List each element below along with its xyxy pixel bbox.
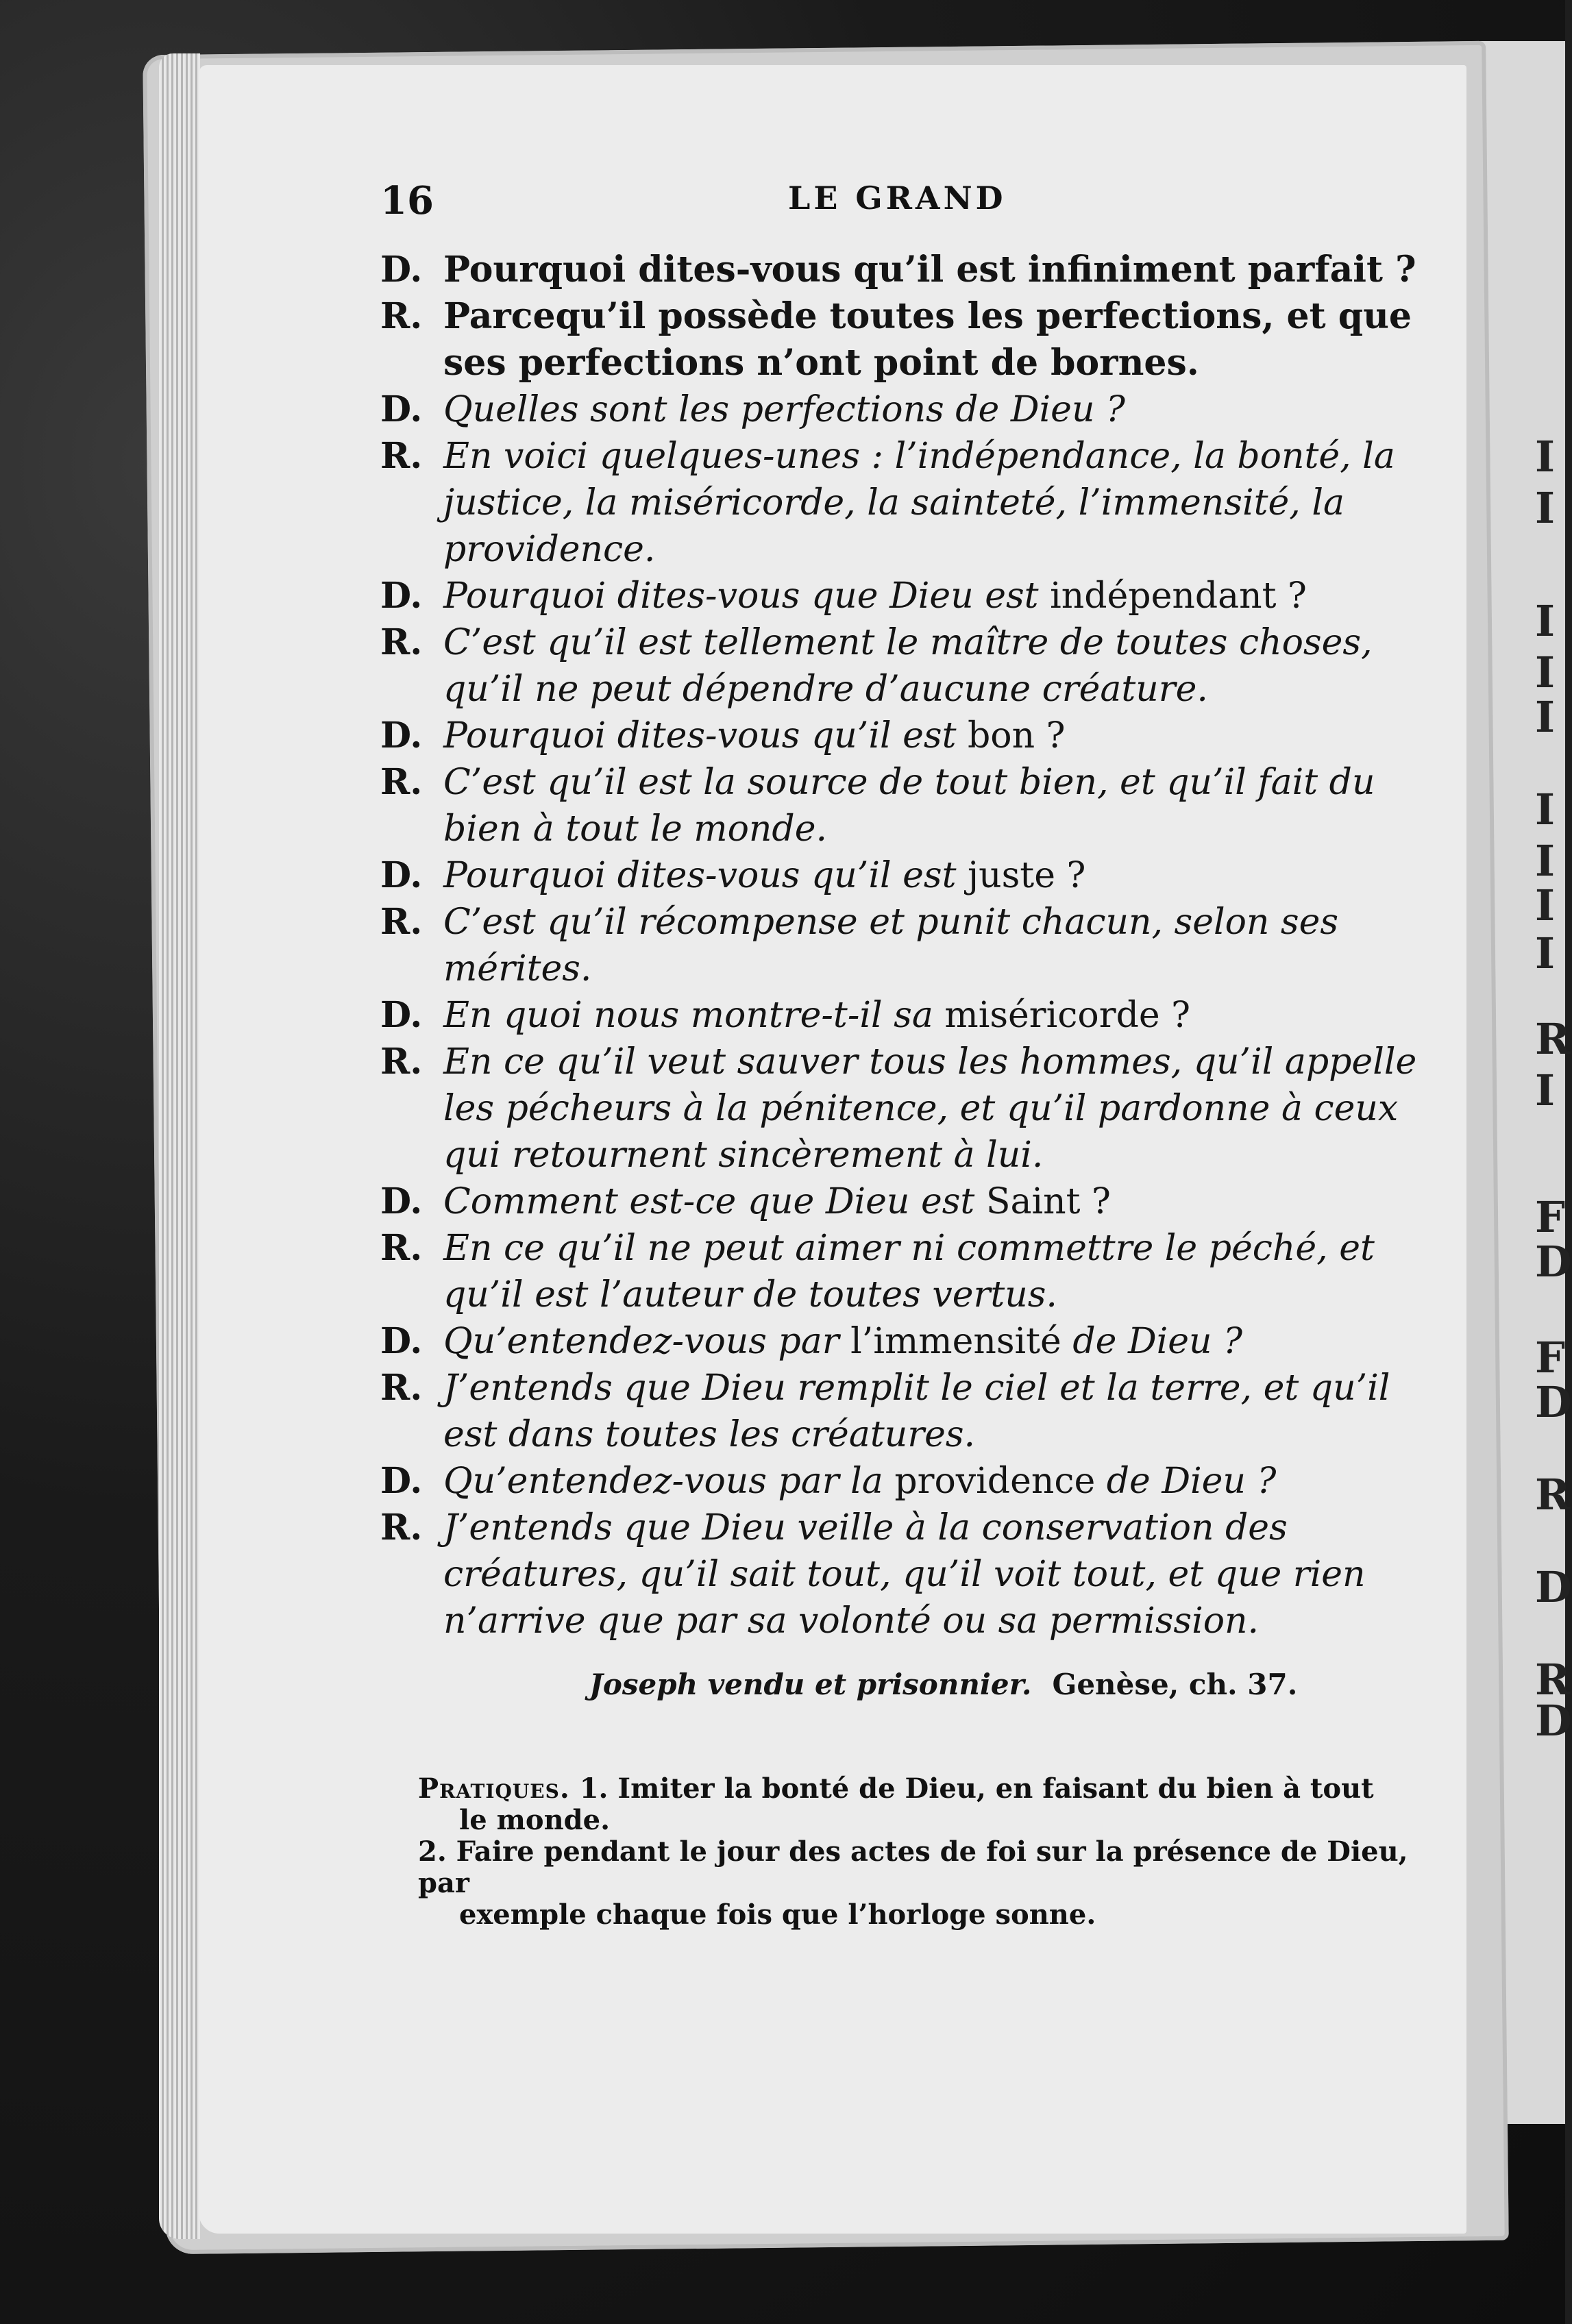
question [380,1458,1422,1505]
question-text [443,992,1422,1039]
next-page-letter: I [1535,880,1556,930]
answer-text: En voici quelques-unes : l’indépendance, la bonté, la justice, la miséricorde, la sainteté, l’immensité, la providence. [443,436,1395,570]
practice-item-2: 2. Faire pendant le jour des actes de foi sur la présence de Dieu, par [418,1835,1408,1899]
next-page-letter: F [1535,1192,1566,1242]
question-italic: Pourquoi dites-vous qu’il est [443,855,968,896]
question-mark-d: D. [380,1460,423,1502]
practice-item-2-cont: exemple chaque fois que l’horloge sonne. [459,1899,1096,1931]
next-page-letter: I [1535,928,1556,978]
story-reference [589,1668,1297,1701]
question [380,1178,1422,1225]
answer-mark-r: R. [380,435,423,477]
question [380,852,1422,899]
answer-text: C’est qu’il est tellement le maître de toutes choses, qu’il ne peut dépendre d’aucune créature. [443,622,1373,710]
answer-mark-r: R. [380,621,423,663]
answer [380,1039,1422,1178]
next-page-letter: I [1535,692,1556,742]
question-mark-d: D. [380,1320,423,1362]
answer [380,293,1422,386]
question-text [443,1318,1422,1365]
question [380,1318,1422,1365]
next-page-letter: D [1535,1237,1572,1287]
answer [380,1365,1422,1458]
question-italic-end: de Dieu ? [1061,1321,1242,1362]
bible-reference: Genèse, ch. 37. [1052,1668,1298,1701]
question-text: Pourquoi dites-vous qu’il est infiniment parfait ? [443,249,1416,290]
question-italic: Qu’entendez-vous par la [443,1461,895,1502]
answer [380,619,1422,713]
question-mark-d: D. [380,715,423,756]
answer-mark-r: R. [380,761,423,803]
next-page-letter: D [1535,1377,1572,1427]
answer-text: C’est qu’il est la source de tout bien, et qu’il fait du bien à tout le monde. [443,762,1375,850]
question-keyword: bon ? [968,715,1066,756]
answer-text: J’entends que Dieu veille à la conservation des créatures, qu’il sait tout, qu’il voit tout, et que rien n’arrive que par sa volonté ou sa permission. [443,1507,1366,1642]
next-page-letter: R [1535,1655,1571,1705]
question-text [443,852,1422,899]
question-italic-end: de Dieu ? [1095,1461,1277,1502]
question-keyword: indépendant ? [1050,576,1307,617]
practice-item-1 [418,1773,1432,1805]
practice-item-1-cont: le monde. [459,1804,610,1836]
answer-text: C’est qu’il récompense et punit chacun, selon ses mérites. [443,902,1339,989]
question-mark-d: D. [380,1180,423,1222]
question-italic: Pourquoi dites-vous qu’il est [443,715,968,756]
answer [380,899,1422,992]
question-mark-d: D. [380,854,423,896]
answer [380,759,1422,852]
question-italic: Comment est-ce que Dieu est [443,1181,986,1222]
question [380,713,1422,759]
question-italic: En quoi nous montre-t-il sa [443,995,945,1036]
next-page-letter: R [1535,1470,1571,1520]
catechism-text [380,247,1422,1644]
question [380,573,1422,619]
page-number: 16 [380,178,434,223]
practice-text: 1. Imiter la bonté de Dieu, en faisant du bien à tout [579,1772,1374,1805]
question-text [443,713,1422,759]
question-text: Quelles sont les perfections de Dieu ? [443,389,1125,430]
answer [380,1225,1422,1318]
answer-mark-r: R. [380,901,423,943]
answer-text: En ce qu’il veut sauver tous les hommes, qu’il appelle les pécheurs à la pénitence, et qu’il pardonne à ceux qui retournent sincèrement à lui. [443,1041,1417,1176]
question [380,992,1422,1039]
question-mark-d: D. [380,994,423,1036]
next-page-letter: R [1535,1014,1571,1064]
next-page-letter: D [1535,1562,1572,1612]
answer-mark-r: R. [380,1041,423,1083]
question [380,247,1422,293]
question [380,386,1422,433]
answer [380,433,1422,573]
answer-text: En ce qu’il ne peut aimer ni commettre le péché, et qu’il est l’auteur de toutes vertus. [443,1228,1375,1315]
next-page-letter: I [1535,432,1556,482]
answer-mark-r: R. [380,1227,423,1269]
question-keyword: juste ? [968,855,1086,896]
question-italic: Pourquoi dites-vous que Dieu est [443,576,1051,617]
practices-label: Pratiques. [418,1772,570,1805]
answer-mark-r: R. [380,1367,423,1409]
answer-mark-r: R. [380,295,423,337]
next-page-letter: I [1535,596,1556,646]
question-text [443,1178,1422,1225]
next-page-letter: I [1535,1065,1556,1115]
next-page-letter: I [1535,784,1556,835]
next-page-letter: D [1535,1696,1572,1746]
question-keyword: miséricorde ? [944,995,1191,1036]
question-mark-d: D. [380,249,423,290]
question-keyword: l’immensité [850,1321,1061,1362]
question-text [443,573,1422,619]
answer-text: Parcequ’il possède toutes les perfections, et que ses perfections n’ont point de bornes. [443,295,1412,384]
running-head: LE GRAND [788,180,1007,217]
question-italic: Qu’entendez-vous par [443,1321,851,1362]
answer-text: J’entends que Dieu remplit le ciel et la terre, et qu’il est dans toutes les créatures. [443,1368,1390,1455]
next-page-letter: F [1535,1333,1566,1383]
question-mark-d: D. [380,388,423,430]
page-edges [159,53,200,2239]
next-page-letter: I [1535,647,1556,697]
answer-mark-r: R. [380,1507,423,1548]
story-title: Joseph vendu et prisonnier. [589,1668,1032,1701]
next-page-letter: I [1535,483,1556,533]
next-page-letter: I [1535,836,1556,886]
question-mark-d: D. [380,575,423,617]
question-keyword: providence [894,1461,1096,1502]
answer [380,1505,1422,1644]
practices-section [418,1773,1432,1931]
question-text [443,1458,1422,1505]
question-keyword: Saint ? [985,1181,1111,1222]
